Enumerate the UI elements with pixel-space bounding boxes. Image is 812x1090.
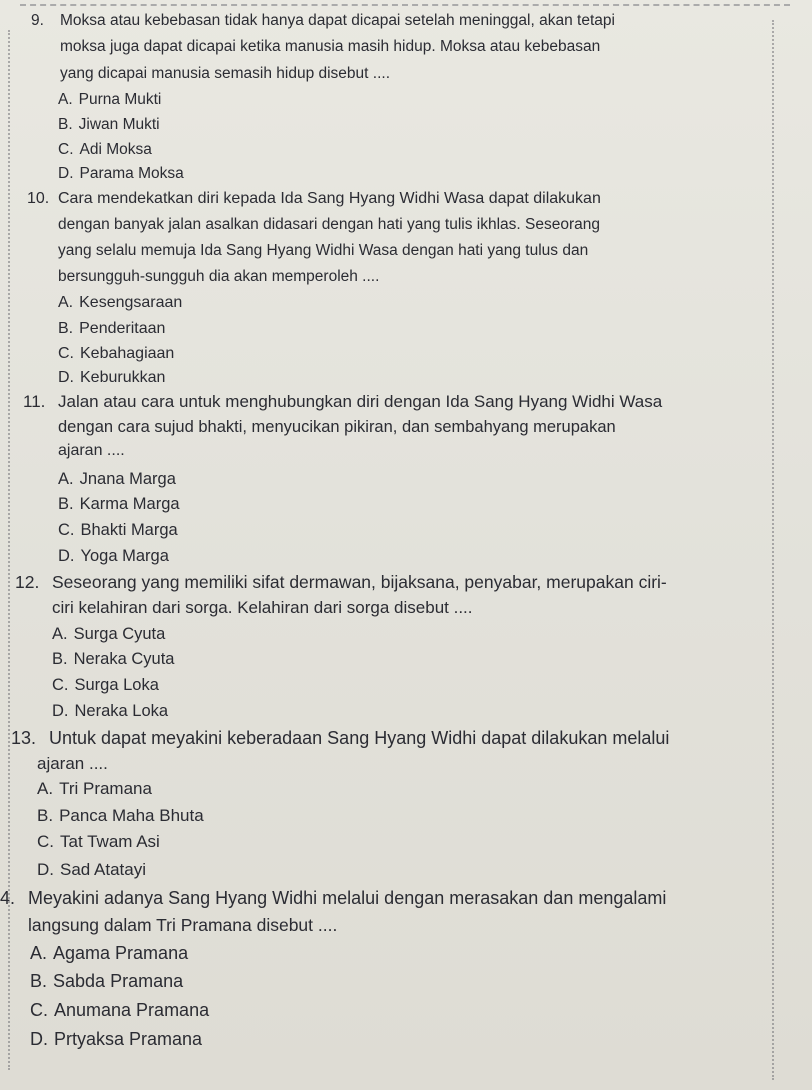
answer-option[interactable]: C. Adi Moksa xyxy=(58,141,152,158)
answer-option[interactable]: D. Yoga Marga xyxy=(58,547,169,565)
question-stem-line: moksa juga dapat dicapai ketika manusia masih hidup. Moksa atau kebebasan xyxy=(60,38,601,55)
answer-option[interactable]: C. Tat Twam Asi xyxy=(37,832,160,851)
question-stem-line: Cara mendekatkan diri kepada Ida Sang Hyang Widhi Wasa dapat dilakukan xyxy=(58,190,601,207)
question-number: 4. xyxy=(0,888,16,908)
question-stem-line: ajaran .... xyxy=(37,754,108,773)
answer-option[interactable]: B. Panca Maha Bhuta xyxy=(37,806,204,825)
question-number: 10. xyxy=(27,190,50,207)
answer-option[interactable]: B. Karma Marga xyxy=(58,495,180,513)
left-dotted-border xyxy=(8,30,10,1070)
answer-option[interactable]: D. Prtyaksa Pramana xyxy=(30,1029,203,1049)
answer-option[interactable]: A. Tri Pramana xyxy=(37,779,152,798)
question-number: 13. xyxy=(11,728,37,748)
question-stem-line: langsung dalam Tri Pramana disebut .... xyxy=(28,915,338,935)
answer-option[interactable]: A. Jnana Marga xyxy=(58,470,176,488)
question-stem-line: Moksa atau kebebasan tidak hanya dapat dicapai setelah meninggal, akan tetapi xyxy=(60,12,615,29)
question-stem-line: Seseorang yang memiliki sifat dermawan, bijaksana, penyabar, merupakan ciri- xyxy=(52,572,667,592)
answer-option[interactable]: C. Kebahagiaan xyxy=(58,345,175,362)
question-stem-line: Jalan atau cara untuk menghubungkan diri dengan Ida Sang Hyang Widhi Wasa xyxy=(58,392,663,411)
question-stem-line: dengan cara sujud bhakti, menyucikan pikiran, dan sembahyang merupakan xyxy=(58,418,616,436)
answer-option[interactable]: A. Surga Cyuta xyxy=(52,625,166,643)
question-stem-line: Meyakini adanya Sang Hyang Widhi melalui dengan merasakan dan mengalami xyxy=(28,888,667,908)
question-stem-line: dengan banyak jalan asalkan didasari dengan hati yang tulis ikhlas. Seseorang xyxy=(58,216,601,233)
answer-option[interactable]: D. Sad Atatayi xyxy=(37,860,147,879)
answer-option[interactable]: B. Jiwan Mukti xyxy=(58,116,160,133)
answer-option[interactable]: A. Kesengsaraan xyxy=(58,294,183,311)
answer-option[interactable]: D. Parama Moksa xyxy=(58,165,184,182)
answer-option[interactable]: A. Purna Mukti xyxy=(58,91,162,108)
question-number: 11. xyxy=(23,392,46,411)
answer-option[interactable]: A. Agama Pramana xyxy=(30,943,189,963)
question-number: 12. xyxy=(15,572,40,592)
answer-option[interactable]: B. Sabda Pramana xyxy=(30,971,184,991)
question-stem-line: ajaran .... xyxy=(58,442,125,459)
question-stem-line: yang selalu memuja Ida Sang Hyang Widhi Wasa dengan hati yang tulus dan xyxy=(58,242,589,259)
answer-option[interactable]: C. Anumana Pramana xyxy=(30,1000,210,1020)
question-stem-line: Untuk dapat meyakini keberadaan Sang Hyang Widhi dapat dilakukan melalui xyxy=(49,728,670,748)
question-number: 9. xyxy=(31,12,44,29)
question-stem-line: bersungguh-sungguh dia akan memperoleh .... xyxy=(58,268,380,285)
answer-option[interactable]: C. Bhakti Marga xyxy=(58,521,178,539)
answer-option[interactable]: C. Surga Loka xyxy=(52,676,159,694)
right-dotted-border xyxy=(772,20,774,1080)
answer-option[interactable]: B. Penderitaan xyxy=(58,320,166,337)
answer-option[interactable]: D. Neraka Loka xyxy=(52,702,169,720)
question-stem-line: yang dicapai manusia semasih hidup disebut .... xyxy=(60,65,391,82)
answer-option[interactable]: D. Keburukkan xyxy=(58,369,166,386)
answer-option[interactable]: B. Neraka Cyuta xyxy=(52,650,175,668)
question-stem-line: ciri kelahiran dari sorga. Kelahiran dari sorga disebut .... xyxy=(52,598,473,617)
top-dashed-border xyxy=(20,4,790,6)
